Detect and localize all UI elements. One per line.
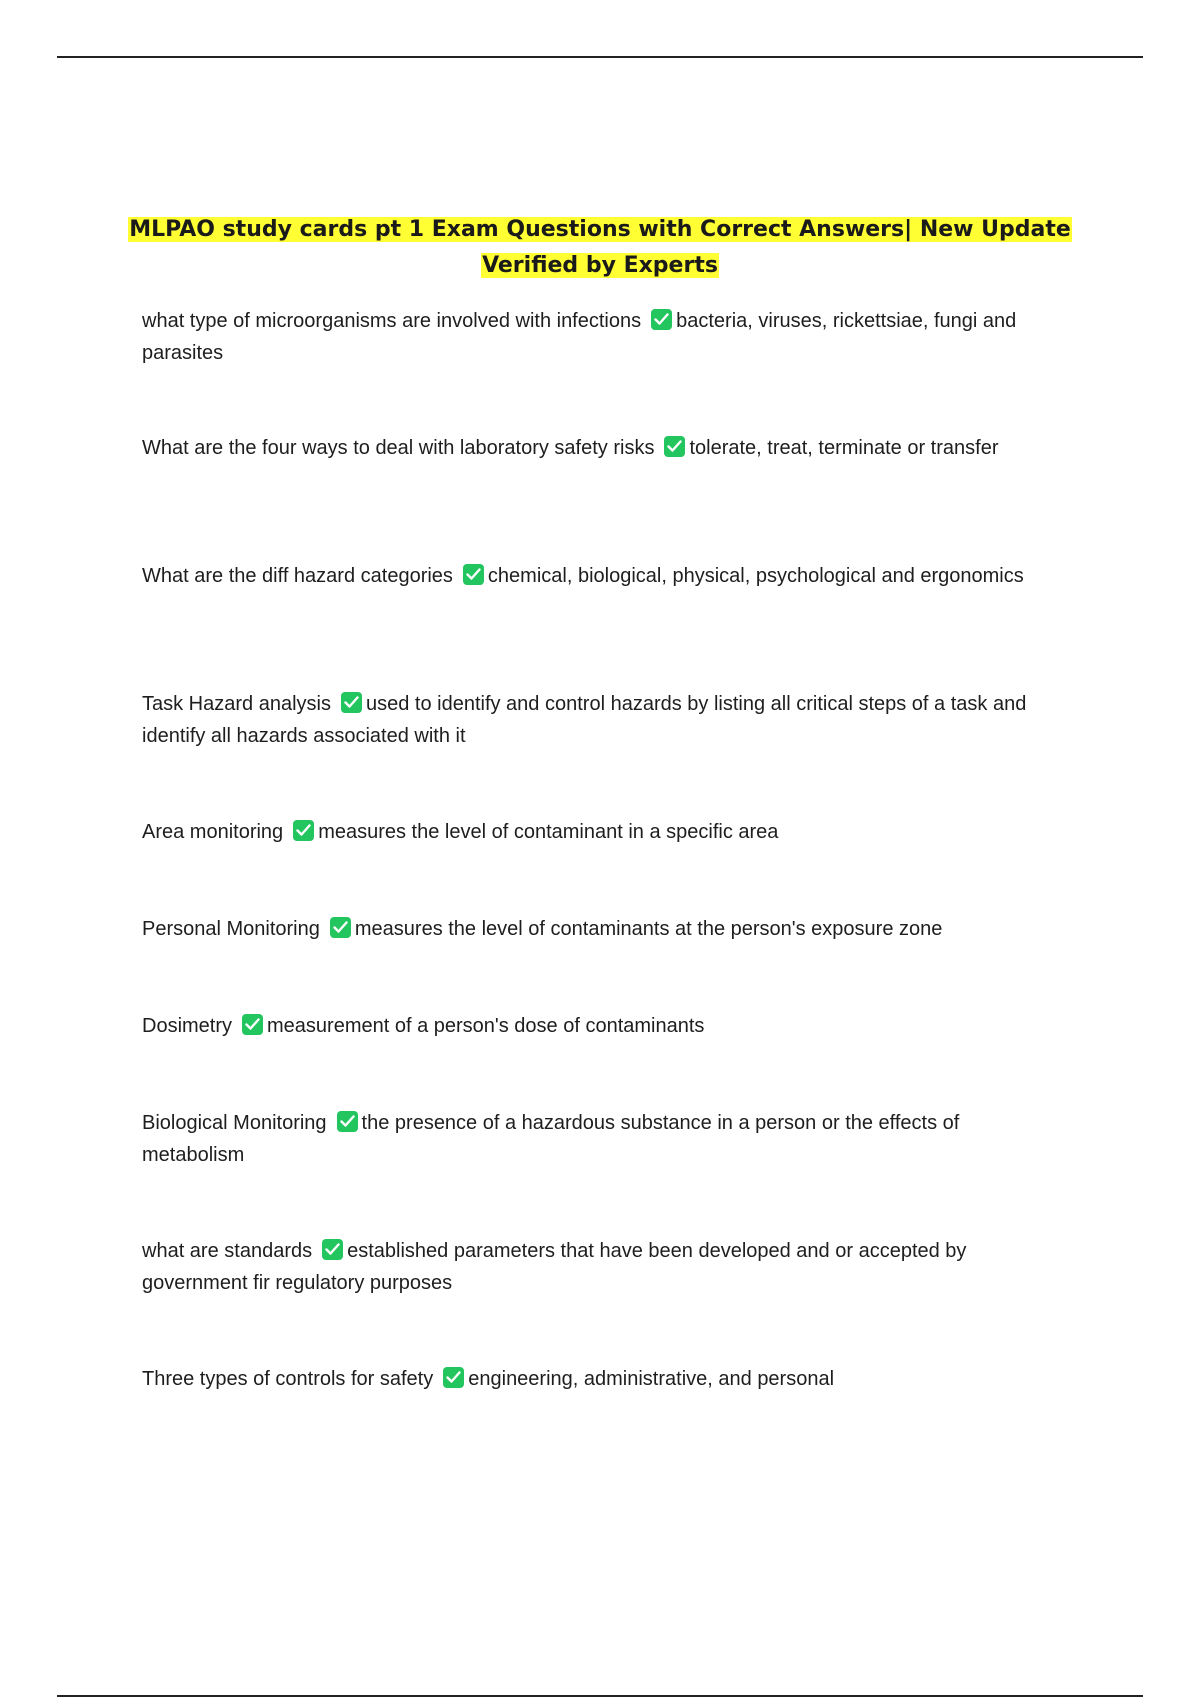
qa-item xyxy=(142,1363,1062,1395)
question-text: Task Hazard analysis xyxy=(142,693,331,715)
question-text: Area monitoring xyxy=(142,821,284,843)
bottom-rule xyxy=(57,1695,1143,1697)
answer-text: established parameters that have been developed and or accepted by government fir regulatory purposes xyxy=(142,1240,967,1294)
question-text: what type of microorganisms are involved with infections xyxy=(142,310,642,332)
document-title xyxy=(120,212,1080,284)
checkmark-icon xyxy=(330,917,351,938)
checkmark-icon xyxy=(337,1111,358,1132)
question-text: What are the diff hazard categories xyxy=(142,565,453,587)
checkmark-icon xyxy=(341,692,362,713)
qa-item xyxy=(142,1107,1062,1171)
question-text: Dosimetry xyxy=(142,1015,233,1037)
question-text: Personal Monitoring xyxy=(142,918,320,940)
qa-item xyxy=(142,560,1062,592)
answer-text: measures the level of contaminant in a specific area xyxy=(318,821,779,843)
answer-text: the presence of a hazardous substance in a person or the effects of metabolism xyxy=(142,1112,960,1166)
qa-item xyxy=(142,1235,1062,1299)
qa-item xyxy=(142,432,1062,464)
checkmark-icon xyxy=(443,1367,464,1388)
qa-item xyxy=(142,688,1062,752)
qa-item xyxy=(142,305,1062,369)
answer-text: measures the level of contaminants at the person's exposure zone xyxy=(354,918,943,940)
question-text: What are the four ways to deal with laboratory safety risks xyxy=(142,437,655,459)
document-title-text: MLPAO study cards pt 1 Exam Questions with Correct Answers| New Update Verified by Experts xyxy=(129,217,1071,278)
question-text: Biological Monitoring xyxy=(142,1112,327,1134)
answer-text: tolerate, treat, terminate or transfer xyxy=(689,437,999,459)
answer-text: measurement of a person's dose of contaminants xyxy=(267,1015,705,1037)
checkmark-icon xyxy=(242,1014,263,1035)
qa-item xyxy=(142,913,1062,945)
checkmark-icon xyxy=(664,436,685,457)
checkmark-icon xyxy=(463,564,484,585)
checkmark-icon xyxy=(293,820,314,841)
answer-text: engineering, administrative, and personal xyxy=(468,1368,835,1390)
checkmark-icon xyxy=(651,309,672,330)
answer-text: used to identify and control hazards by listing all critical steps of a task and identify all hazards associated with it xyxy=(142,693,1027,747)
question-text: Three types of controls for safety xyxy=(142,1368,434,1390)
answer-text: chemical, biological, physical, psychological and ergonomics xyxy=(487,565,1024,587)
qa-item xyxy=(142,816,1062,848)
qa-item xyxy=(142,1010,1062,1042)
checkmark-icon xyxy=(322,1239,343,1260)
top-rule xyxy=(57,56,1143,58)
answer-text: bacteria, viruses, rickettsiae, fungi and parasites xyxy=(142,310,1017,364)
question-text: what are standards xyxy=(142,1240,313,1262)
